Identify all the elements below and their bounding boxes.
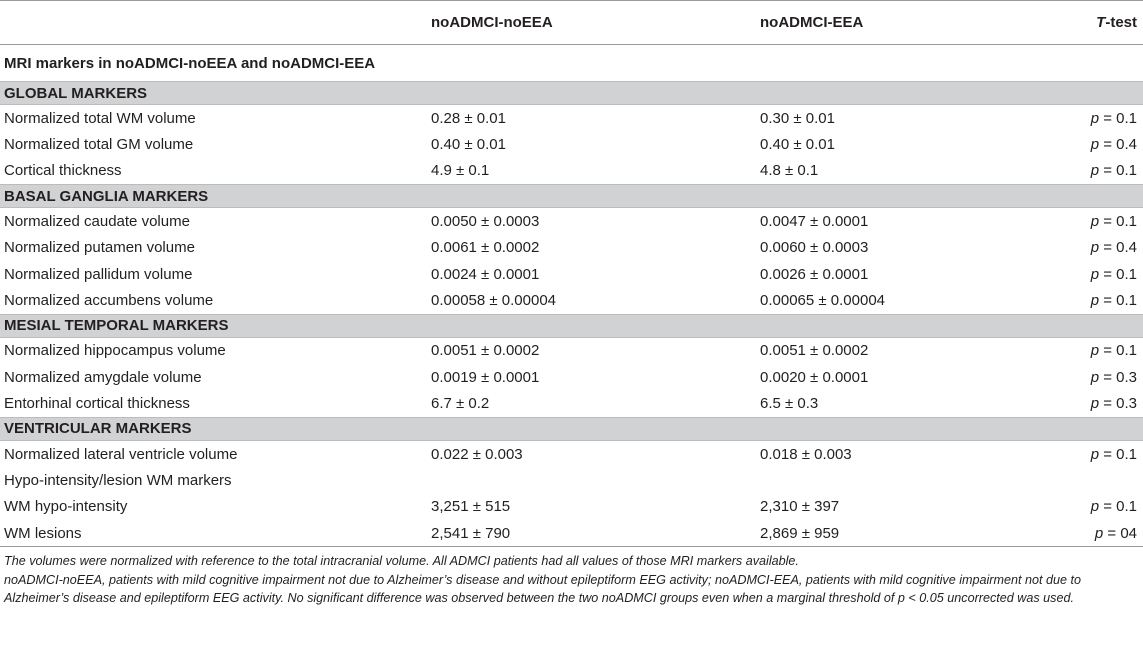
- p-symbol: p: [1090, 162, 1100, 180]
- table-row: [0, 364, 1143, 390]
- p-value-number: = 0.4: [1099, 136, 1137, 154]
- table-row: [0, 391, 1143, 418]
- noadmci-eea-value: 2,310 ± 397: [760, 498, 840, 516]
- t-test-p-value: [1056, 208, 1143, 235]
- section-header-row: [0, 417, 1143, 440]
- p-symbol: p: [1090, 212, 1100, 230]
- noadmci-noeea-value: 0.0050 ± 0.0003: [431, 212, 540, 230]
- p-symbol: p: [1090, 395, 1100, 413]
- table-row: [0, 440, 1143, 467]
- t-test-p-value: [1056, 440, 1143, 467]
- p-value-number: = 0.1: [1099, 212, 1137, 230]
- table-row: [0, 261, 1143, 287]
- p-value-number: = 04: [1103, 524, 1137, 542]
- t-test-p-value: [1056, 391, 1143, 418]
- table-row: [0, 467, 1143, 493]
- table-row: [0, 208, 1143, 235]
- section-header: BASAL GANGLIA MARKERS: [0, 185, 1143, 208]
- header-noadmci-eea: noADMCI-EEA: [756, 1, 1056, 45]
- p-symbol: p: [1090, 498, 1100, 516]
- noadmci-eea-value: 2,869 ± 959: [756, 520, 1056, 547]
- t-test-p-value: [1056, 520, 1143, 547]
- noadmci-noeea-value: 3,251 ± 515: [431, 498, 511, 516]
- t-test-p-value: [1056, 287, 1143, 314]
- noadmci-noeea-value: 0.40 ± 0.01: [431, 136, 506, 154]
- table-header: [0, 1, 1143, 45]
- row-label: WM lesions: [0, 520, 427, 547]
- noadmci-eea-value: 0.0026 ± 0.0001: [760, 265, 869, 283]
- noadmci-eea-value: 4.8 ± 0.1: [760, 162, 819, 180]
- row-label: Normalized accumbens volume: [4, 292, 214, 310]
- p-symbol: p: [1090, 109, 1100, 127]
- footnote-1: The volumes were normalized with reference to the total intracranial volume. All ADMCI patients had all values of those MRI markers available.: [4, 554, 799, 569]
- p-value-number: = 0.1: [1099, 162, 1137, 180]
- noadmci-eea-value: 6.5 ± 0.3: [760, 395, 819, 413]
- t-test-p-value: [1056, 364, 1143, 390]
- row-label: Normalized putamen volume: [4, 239, 195, 257]
- section-header-row: [0, 314, 1143, 337]
- p-symbol: p: [1090, 342, 1100, 360]
- p-value-number: = 0.3: [1099, 368, 1137, 386]
- table-row: [0, 235, 1143, 261]
- row-label: Normalized total GM volume: [4, 136, 194, 154]
- row-label: Cortical thickness: [4, 162, 122, 180]
- noadmci-noeea-value: 6.7 ± 0.2: [431, 395, 490, 413]
- header-label-column: [0, 1, 427, 45]
- t-test-p-value: [1056, 494, 1143, 520]
- p-value-number: = 0.4: [1099, 239, 1137, 257]
- noadmci-noeea-value: [427, 467, 756, 493]
- t-test-p-value: [1056, 235, 1143, 261]
- noadmci-eea-value: 0.0020 ± 0.0001: [760, 368, 869, 386]
- header-t-test: [1056, 1, 1143, 45]
- noadmci-noeea-value: 0.0024 ± 0.0001: [431, 265, 540, 283]
- footnote-2: noADMCI-noEEA, patients with mild cognitive impairment not due to Alzheimer’s disease and without epileptiform EEG activity; noADMCI-EEA, patients with mild cognitive impairment not due to Alzheimer’s disease and epileptiform EEG activity. No significant difference was observed between the two noADMCI groups even when a marginal threshold of p < 0.05 uncorrected was used.: [4, 572, 1082, 606]
- p-value-number: = 0.1: [1099, 292, 1137, 310]
- row-label: Normalized caudate volume: [4, 212, 190, 230]
- header-t-test-rest: -test: [1105, 14, 1137, 31]
- t-test-p-value: [1056, 467, 1143, 493]
- p-symbol: p: [1090, 292, 1100, 310]
- table-row: [0, 494, 1143, 520]
- section-header: GLOBAL MARKERS: [0, 82, 1143, 105]
- table-row: [0, 520, 1143, 547]
- row-label: Normalized hippocampus volume: [4, 342, 226, 360]
- p-value-number: = 0.1: [1099, 342, 1137, 360]
- noadmci-eea-value: 0.0047 ± 0.0001: [760, 212, 869, 230]
- noadmci-eea-value: 0.40 ± 0.01: [760, 136, 835, 154]
- p-symbol: p: [1090, 368, 1100, 386]
- p-value-number: = 0.1: [1099, 498, 1137, 516]
- section-header-row: [0, 185, 1143, 208]
- noadmci-noeea-value: 0.0061 ± 0.0002: [431, 239, 540, 257]
- t-test-p-value: [1056, 105, 1143, 132]
- p-symbol: p: [1094, 524, 1104, 542]
- p-value-number: = 0.1: [1099, 445, 1137, 463]
- row-label: Entorhinal cortical thickness: [4, 395, 190, 413]
- table-row: [0, 287, 1143, 314]
- noadmci-noeea-value: 0.0019 ± 0.0001: [431, 368, 540, 386]
- table-row: [0, 158, 1143, 185]
- t-test-p-value: [1056, 261, 1143, 287]
- table-footnotes: [0, 547, 1143, 608]
- section-header: MESIAL TEMPORAL MARKERS: [0, 314, 1143, 337]
- section-header-row: [0, 82, 1143, 105]
- row-label: Normalized amygdale volume: [4, 368, 202, 386]
- p-symbol: p: [1090, 239, 1100, 257]
- row-label: Normalized lateral ventricle volume: [4, 445, 238, 463]
- noadmci-eea-value: 0.018 ± 0.003: [760, 445, 852, 463]
- noadmci-noeea-value: 0.022 ± 0.003: [431, 445, 523, 463]
- noadmci-noeea-value: 2,541 ± 790: [427, 520, 756, 547]
- p-symbol: p: [1090, 136, 1100, 154]
- noadmci-eea-value: 0.00065 ± 0.00004: [760, 292, 886, 310]
- noadmci-eea-value: 0.0060 ± 0.0003: [760, 239, 869, 257]
- row-label: Normalized pallidum volume: [4, 265, 193, 283]
- table-row: [0, 131, 1143, 157]
- header-noadmci-noeea: noADMCI-noEEA: [427, 1, 756, 45]
- p-value-number: = 0.3: [1099, 395, 1137, 413]
- table-title: MRI markers in noADMCI-noEEA and noADMCI-EEA: [4, 54, 376, 72]
- noadmci-eea-value: 0.30 ± 0.01: [760, 109, 835, 127]
- p-value-number: = 0.1: [1099, 265, 1137, 283]
- noadmci-noeea-value: 0.0051 ± 0.0002: [431, 342, 540, 360]
- row-label: WM hypo-intensity: [4, 498, 128, 516]
- noadmci-noeea-value: 0.00058 ± 0.00004: [431, 292, 557, 310]
- p-value-number: = 0.1: [1099, 109, 1137, 127]
- header-t-test-italic: T: [1096, 14, 1106, 31]
- section-header: VENTRICULAR MARKERS: [0, 417, 1143, 440]
- t-test-p-value: [1056, 337, 1143, 364]
- noadmci-noeea-value: 4.9 ± 0.1: [431, 162, 490, 180]
- row-label: Hypo-intensity/lesion WM markers: [4, 471, 232, 489]
- p-symbol: p: [1090, 445, 1100, 463]
- noadmci-eea-value: [756, 467, 1056, 493]
- noadmci-eea-value: 0.0051 ± 0.0002: [760, 342, 869, 360]
- table-row: [0, 337, 1143, 364]
- p-symbol: p: [1090, 265, 1100, 283]
- t-test-p-value: [1056, 131, 1143, 157]
- table-row: [0, 105, 1143, 132]
- row-label: Normalized total WM volume: [4, 109, 196, 127]
- t-test-p-value: [1056, 158, 1143, 185]
- noadmci-noeea-value: 0.28 ± 0.01: [431, 109, 506, 127]
- table-body: [0, 45, 1143, 547]
